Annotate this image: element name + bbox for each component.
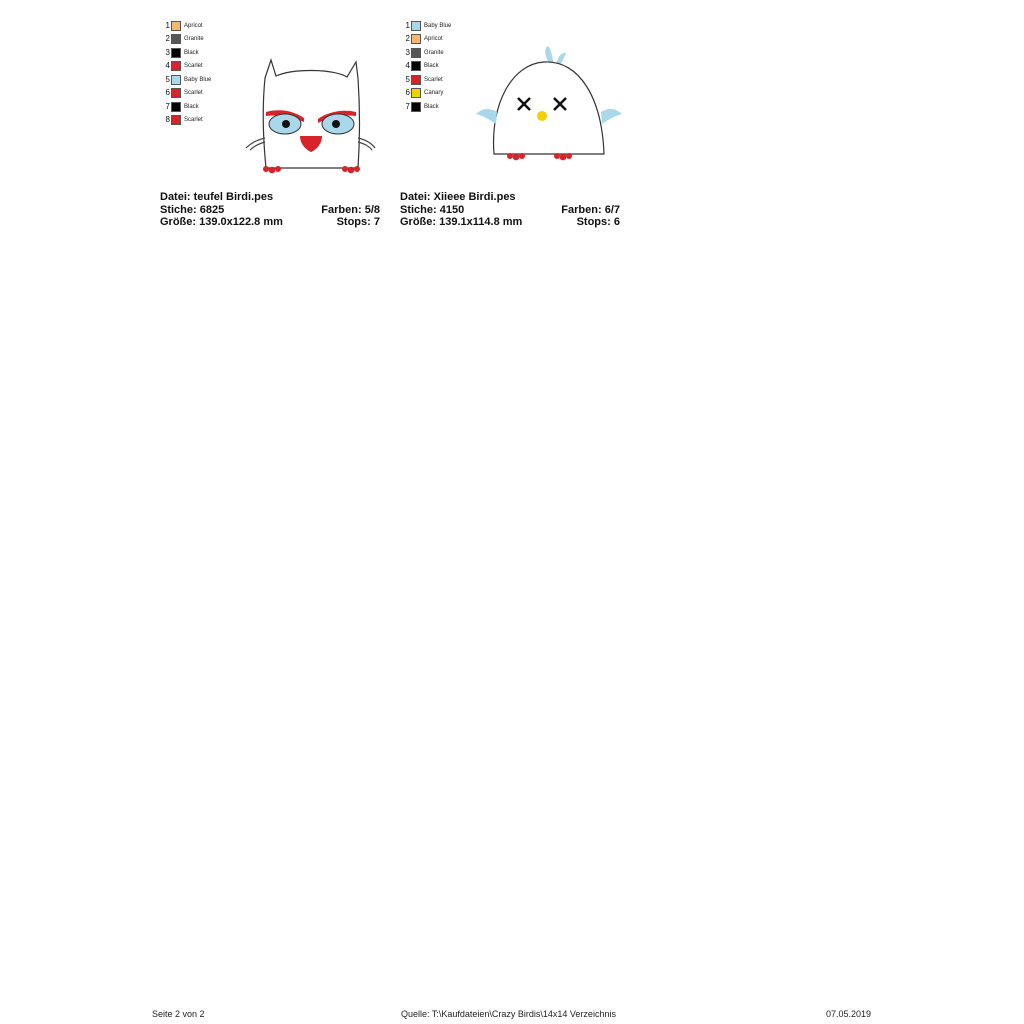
stop-count: Stops: 6 [576, 216, 620, 228]
thread-number: 3 [405, 47, 410, 57]
thread-color-item [160, 46, 211, 60]
color-swatch [171, 88, 181, 98]
thread-number: 8 [165, 115, 170, 125]
thread-color-item [400, 46, 451, 60]
color-swatch [171, 34, 181, 44]
file-name: Datei: Xiieee Birdi.pes [400, 191, 516, 203]
thread-color-name: Canary [424, 90, 444, 97]
thread-number: 7 [405, 101, 410, 111]
design-info [400, 191, 620, 229]
thread-color-item [400, 33, 451, 47]
design-card-teufel-birdi [160, 14, 382, 234]
source-path: Quelle: T:\Kaufdateien\Crazy Birdis\14x14 Verzeichnis [401, 1009, 616, 1019]
page-number: Seite 2 von 2 [152, 1009, 205, 1019]
design-size: Größe: 139.1x114.8 mm [400, 216, 523, 228]
thread-number: 1 [165, 20, 170, 30]
thread-number: 3 [165, 47, 170, 57]
color-swatch [171, 21, 181, 31]
thread-color-legend [160, 19, 211, 127]
thread-color-item [160, 87, 211, 101]
thread-color-name: Granite [424, 49, 444, 56]
color-swatch [411, 102, 421, 112]
color-count: Farben: 5/8 [321, 203, 380, 216]
color-swatch [171, 102, 181, 112]
thread-color-item [400, 87, 451, 101]
thread-number: 6 [405, 88, 410, 98]
thread-color-item [400, 100, 451, 114]
thread-color-name: Scarlet [184, 117, 203, 124]
design-info [160, 191, 380, 229]
thread-color-name: Black [424, 103, 439, 110]
thread-color-item [160, 100, 211, 114]
thread-color-legend [400, 19, 451, 114]
thread-number: 4 [165, 61, 170, 71]
print-date: 07.05.2019 [826, 1009, 872, 1019]
thread-color-name: Baby Blue [184, 76, 212, 83]
thread-number: 4 [405, 61, 410, 71]
thread-color-item [400, 19, 451, 33]
thread-color-name: Baby Blue [424, 22, 452, 29]
thread-color-item [160, 19, 211, 33]
thread-color-name: Granite [184, 36, 204, 43]
thread-number: 7 [165, 101, 170, 111]
color-swatch [411, 34, 421, 44]
color-swatch [411, 48, 421, 58]
thread-color-name: Scarlet [184, 90, 203, 97]
file-name: Datei: teufel Birdi.pes [160, 191, 274, 203]
teufel-birdi-design-preview [232, 38, 382, 178]
color-swatch [411, 88, 421, 98]
color-swatch [411, 21, 421, 31]
thread-color-item [400, 73, 451, 87]
thread-color-item [160, 33, 211, 47]
color-count: Farben: 6/7 [561, 203, 620, 216]
color-swatch [171, 75, 181, 85]
xiieee-birdi-design-preview [472, 44, 622, 174]
thread-color-name: Scarlet [424, 76, 443, 83]
thread-color-item [160, 73, 211, 87]
thread-color-name: Black [184, 49, 199, 56]
thread-number: 6 [165, 88, 170, 98]
design-size: Größe: 139.0x122.8 mm [160, 216, 283, 228]
color-swatch [171, 48, 181, 58]
thread-color-name: Apricot [184, 22, 203, 29]
color-swatch [411, 75, 421, 85]
thread-number: 5 [405, 74, 410, 84]
thread-color-item [160, 60, 211, 74]
thread-color-name: Black [184, 103, 199, 110]
stop-count: Stops: 7 [336, 216, 380, 228]
thread-color-item [400, 60, 451, 74]
thread-color-name: Scarlet [184, 63, 203, 70]
stitch-count: Stiche: 6825 [160, 203, 225, 216]
stitch-count: Stiche: 4150 [400, 203, 465, 216]
color-swatch [171, 61, 181, 71]
thread-number: 2 [165, 34, 170, 44]
thread-number: 5 [165, 74, 170, 84]
thread-color-name: Black [424, 63, 439, 70]
color-swatch [171, 115, 181, 125]
thread-number: 1 [405, 20, 410, 30]
color-swatch [411, 61, 421, 71]
thread-color-item [160, 114, 211, 128]
design-card-xiieee-birdi [400, 14, 622, 234]
thread-number: 2 [405, 34, 410, 44]
thread-color-name: Apricot [424, 36, 443, 43]
